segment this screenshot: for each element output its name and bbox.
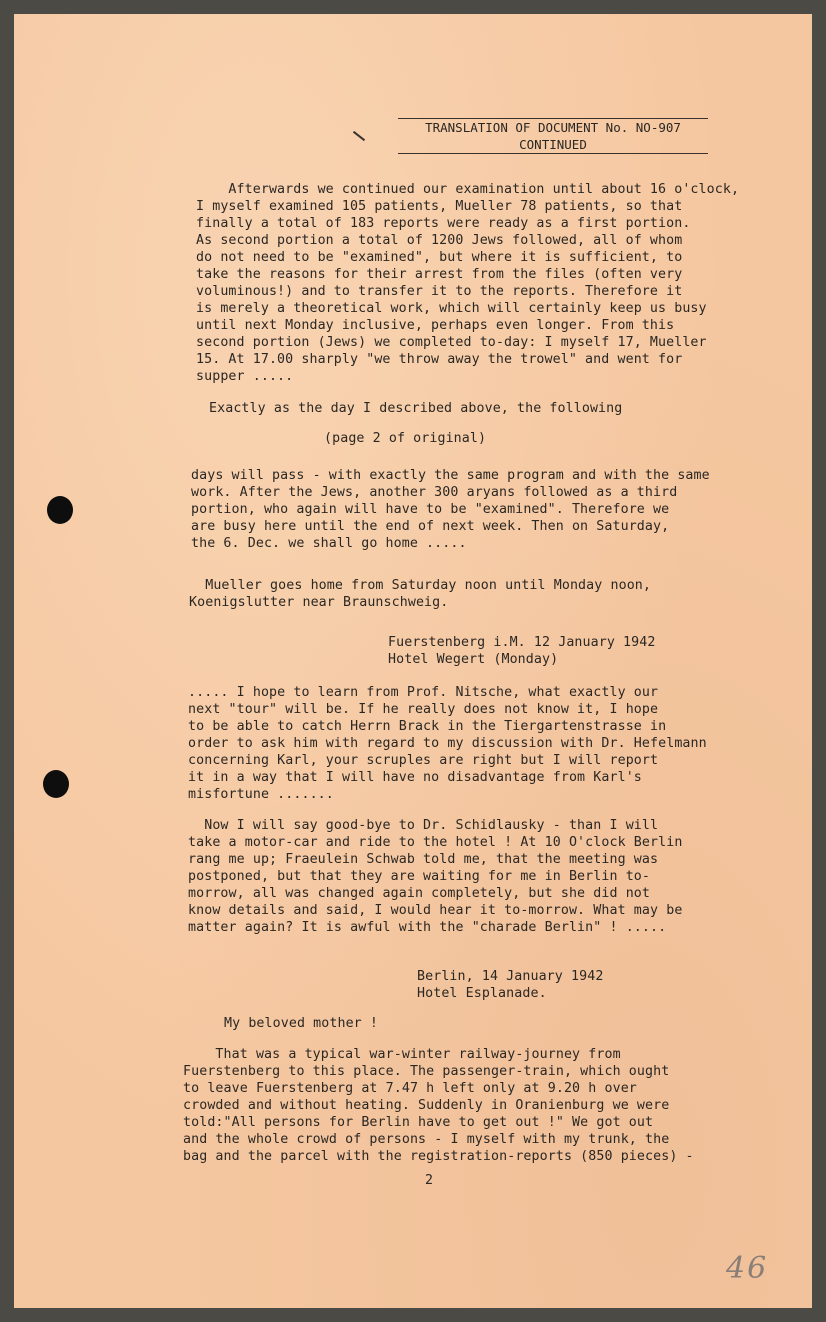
dateline-fuerstenberg: Fuerstenberg i.M. 12 January 1942 Hotel Wegert (Monday) — [388, 635, 656, 667]
document-page — [14, 14, 812, 1308]
paragraph-program: days will pass - with exactly the same program and with the same work. After the Jews, another 300 aryans followed as a third portion, who again will have to be "examined". Therefore we are busy here until the end of next week. Then on Saturday, the 6. Dec. we shall go home ..... — [191, 468, 710, 551]
pen-mark — [353, 131, 365, 141]
title-line-2: CONTINUED — [519, 137, 587, 152]
punch-hole-top — [47, 496, 73, 524]
paragraph-nitsche: ..... I hope to learn from Prof. Nitsche, what exactly our next "tour" will be. If he really does not know it, I hope to be able to catch Herrn Brack in the Tiergartenstrasse in order to ask him with regard to my discussion with Dr. Hefelmann concerning Karl, your scruples are right but I will report it in a way that I will have no disadvantage from Karl's misfortune ....... — [188, 685, 707, 802]
handwritten-folio-number: 46 — [726, 1251, 769, 1286]
paragraph-examination: Afterwards we continued our examination until about 16 o'clock, I myself examined 105 patients, Mueller 78 patients, so that finally a total of 183 reports were ready as a first portion. As second portion a total of 1200 Jews followed, all of whom do not need to be "examined", but where it is sufficient, to take the reasons for their arrest from the files (often very voluminous!) and to transfer it to the reports. Therefore it is merely a theoretical work, which will certainly keep us busy until next Monday inclusive, perhaps even longer. From this second portion (Jews) we completed to-day: I myself 17, Mueller 15. At 17.00 sharply "we throw away the trowel" and went for supper ..... — [196, 182, 740, 384]
paragraph-following-days: Exactly as the day I described above, the following — [209, 401, 623, 416]
punch-hole-bottom — [43, 770, 69, 798]
paragraph-mueller: Mueller goes home from Saturday noon until Monday noon, Koenigslutter near Braunschweig. — [189, 578, 652, 610]
page-number: 2 — [425, 1173, 434, 1188]
title-line-1: TRANSLATION OF DOCUMENT No. NO-907 — [425, 120, 681, 135]
salutation: My beloved mother ! — [224, 1016, 379, 1031]
page-marker: (page 2 of original) — [324, 431, 487, 446]
paragraph-railway: That was a typical war-winter railway-journey from Fuerstenberg to this place. The passenger-train, which ought to leave Fuerstenberg at 7.47 h left only at 9.20 h over crowded and without heating. Suddenly in Oranienburg we were told:"All persons for Berlin have to get out !" We got out and the whole crowd of persons - I myself with my trunk, the bag and the parcel with the registration-reports (850 pieces) - — [183, 1047, 694, 1164]
paragraph-goodbye: Now I will say good-bye to Dr. Schidlausky - than I will take a motor-car and ride to the hotel ! At 10 O'clock Berlin rang me up; Fraeulein Schwab told me, that the meeting was postponed, but that they are waiting for me in Berlin to- morrow, all was changed again completely, but she did not know details and said, I would hear it to-morrow. What may be matter again? It is awful with the "charade Berlin" ! ..... — [188, 818, 683, 935]
document-title — [398, 118, 708, 154]
dateline-berlin: Berlin, 14 January 1942 Hotel Esplanade. — [417, 969, 604, 1001]
